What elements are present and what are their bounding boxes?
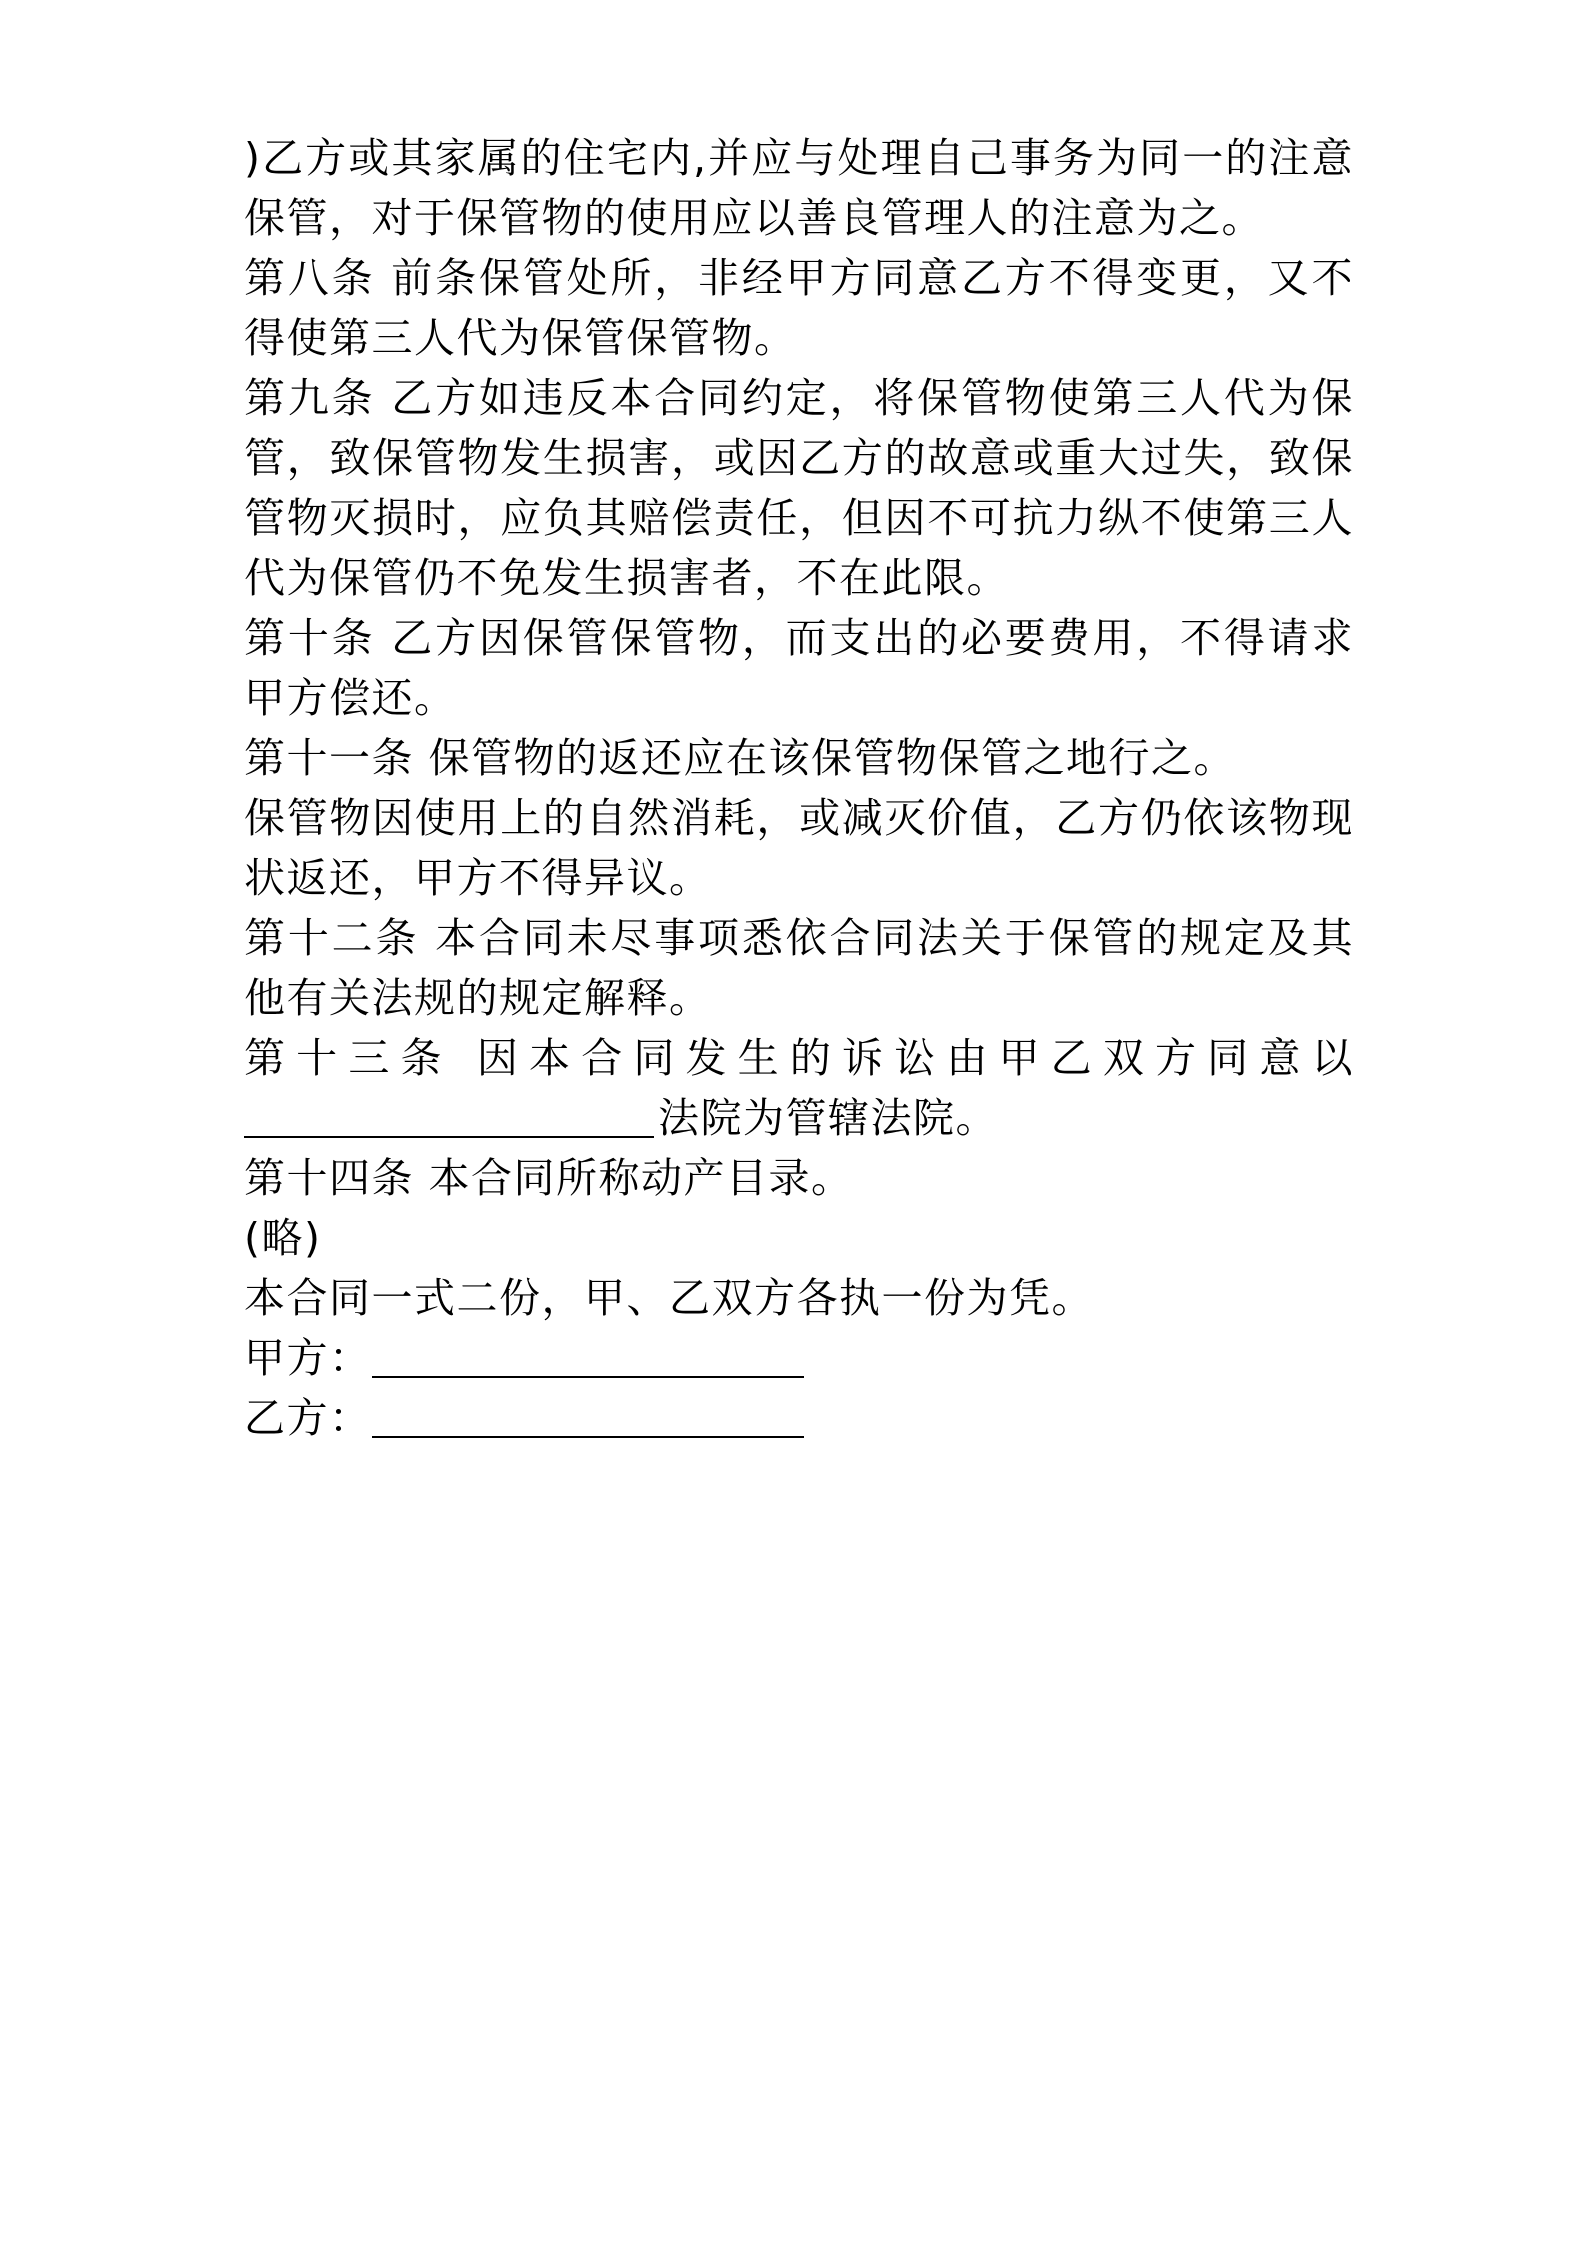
article-13: 第十三条 因本合同发生的诉讼由甲乙双方同意以	[244, 1034, 1354, 1082]
article-10: 第十条 乙方因保管保管物，而支出的必要费用，不得请求	[244, 614, 1354, 662]
court-line-suffix: 法院为管辖法院。	[658, 1094, 998, 1142]
party-b-label: 乙方：	[244, 1394, 372, 1442]
text-line: 管物灭损时，应负其赔偿责任，但因不可抗力纵不使第三人	[244, 494, 1354, 542]
court-blank-field[interactable]	[244, 1096, 654, 1138]
text-line: 甲方偿还。	[244, 674, 457, 722]
court-line	[244, 1088, 1354, 1148]
party-a-line	[244, 1328, 1354, 1388]
article-11: 第十一条 保管物的返还应在该保管物保管之地行之。	[244, 734, 1237, 782]
text-line: 状返还，甲方不得异议。	[244, 854, 712, 902]
text-line: 他有关法规的规定解释。	[244, 974, 712, 1022]
copies-note: 本合同一式二份，甲、乙双方各执一份为凭。	[244, 1274, 1094, 1322]
text-line: 管，致保管物发生损害，或因乙方的故意或重大过失，致保	[244, 434, 1354, 482]
text-line: 保管，对于保管物的使用应以善良管理人的注意为之。	[244, 194, 1264, 242]
party-a-label: 甲方：	[244, 1334, 372, 1382]
party-b-line	[244, 1388, 1354, 1448]
text-line: 代为保管仍不免发生损害者，不在此限。	[244, 554, 1009, 602]
text-line: 保管物因使用上的自然消耗，或减灭价值，乙方仍依该物现	[244, 794, 1354, 842]
article-14: 第十四条 本合同所称动产目录。	[244, 1154, 854, 1202]
article-12: 第十二条 本合同未尽事项悉依合同法关于保管的规定及其	[244, 914, 1354, 962]
text-line: )乙方或其家属的住宅内,并应与处理自己事务为同一的注意	[244, 134, 1354, 182]
omitted-note: (略)	[244, 1214, 322, 1262]
party-b-signature-field[interactable]	[372, 1396, 804, 1438]
article-9: 第九条 乙方如违反本合同约定，将保管物使第三人代为保	[244, 374, 1354, 422]
party-a-signature-field[interactable]	[372, 1336, 804, 1378]
article-8: 第八条 前条保管处所，非经甲方同意乙方不得变更，又不	[244, 254, 1354, 302]
text-line: 得使第三人代为保管保管物。	[244, 314, 797, 362]
